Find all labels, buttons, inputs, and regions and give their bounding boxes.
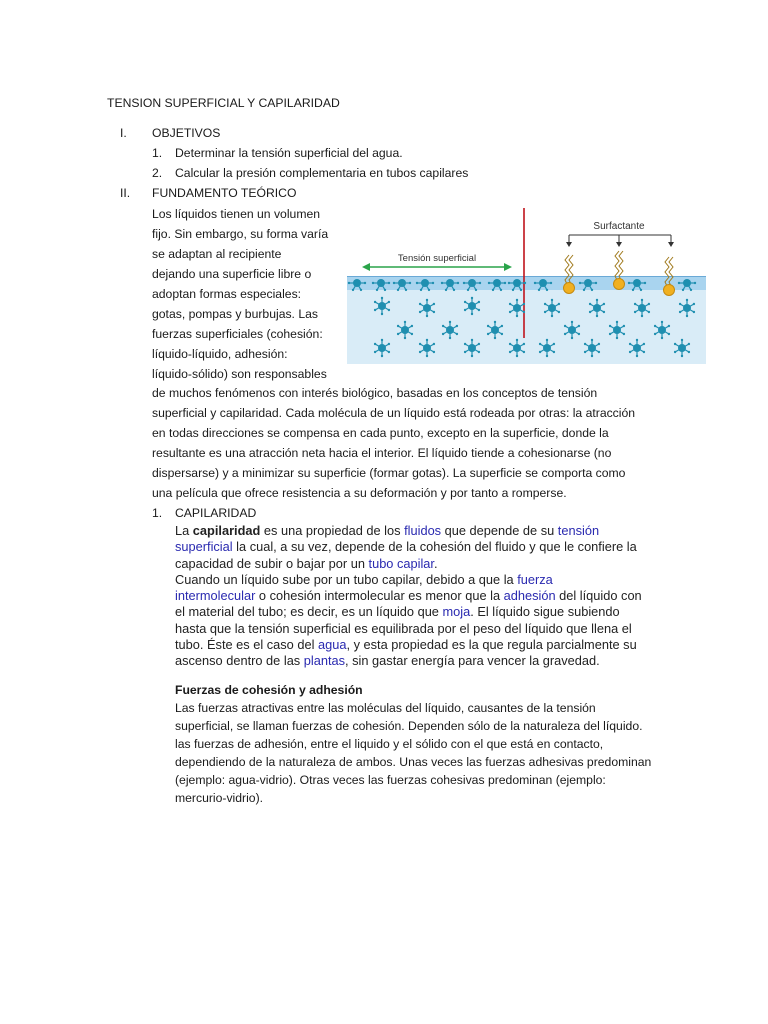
cohesion-line: dependiendo de la naturaleza de ambos. Unas veces las fuerzas adhesivas predominan — [175, 755, 652, 769]
intro-line: dejando una superficie libre o — [152, 267, 312, 281]
objective-1-number: 1. — [152, 146, 163, 160]
cohesion-line: superficial, se llaman fuerzas de cohesión. Dependen sólo de la naturaleza del líquido. — [175, 719, 643, 733]
cohesion-section — [175, 681, 651, 807]
link-adhesion[interactable]: adhesión — [503, 588, 556, 604]
text: es una propiedad de los — [260, 523, 405, 538]
link-intermolecular[interactable]: intermolecular — [175, 588, 256, 604]
section-2-title: FUNDAMENTO TEÓRICO — [152, 186, 297, 200]
text: tubo. Éste es el caso del — [175, 637, 318, 653]
cohesion-line: Las fuerzas atractivas entre las moléculas del líquido, causantes de la tensión — [175, 701, 596, 715]
text: la cual, a su vez, depende de la cohesión del fluido y que le confiere la — [232, 539, 637, 555]
cohesion-line: (ejemplo: agua-vidrio). Otras veces las fuerzas cohesivas predominan (ejemplo: — [175, 773, 606, 787]
text: hasta que la tensión superficial es equilibrada por el peso del líquido que llena el — [175, 620, 632, 636]
intro-line: superficial y capilaridad. Cada molécula de un líquido está rodeada por otras: la atracción — [152, 406, 636, 420]
intro-continued — [152, 383, 635, 503]
text: . — [433, 555, 438, 571]
intro-line: en todas direcciones se compensa en cada punto, excepto en la superficie, donde la — [152, 426, 609, 440]
intro-line: líquido-sólido) son responsables — [152, 367, 327, 381]
text: que depende de su — [441, 523, 558, 538]
intro-line: se adaptan al recipiente — [152, 247, 282, 261]
document-title: TENSION SUPERFICIAL Y CAPILARIDAD — [107, 96, 340, 110]
link-tubo-capilar[interactable]: tubo capilar — [368, 555, 434, 571]
capilaridad-number: 1. — [152, 506, 163, 520]
intro-line: dispersarse) y a minimizar su superficie (formar gotas). La superficie se comporta como — [152, 466, 626, 480]
cohesion-heading: Fuerzas de cohesión y adhesión — [175, 683, 363, 697]
section-1-number: I. — [120, 126, 127, 140]
intro-line: una película que ofrece resistencia a su deformación y por tanto a romperse. — [152, 486, 567, 500]
label-surfactant: Surfactante — [593, 221, 645, 232]
link-moja[interactable]: moja — [442, 604, 471, 620]
text: ascenso dentro de las — [175, 653, 304, 669]
intro-line: Los líquidos tienen un volumen — [152, 207, 321, 221]
link-agua[interactable]: agua — [317, 637, 347, 653]
text: del líquido con — [555, 588, 642, 604]
intro-line: fuerzas superficiales (cohesión: — [152, 327, 323, 341]
label-tension: Tensión superficial — [397, 253, 477, 264]
intro-line: líquido-líquido, adhesión: — [152, 347, 288, 361]
text: el material del tubo; es decir, es un líquido que — [175, 604, 443, 620]
text: , y esta propiedad es la que regula parcialmente su — [346, 637, 637, 653]
objective-2-text: Calcular la presión complementaria en tubos capilares — [175, 166, 469, 180]
text: o cohesión intermolecular es menor que la — [255, 588, 504, 604]
section-2-number: II. — [120, 186, 131, 200]
bold-term: capilaridad — [192, 523, 261, 538]
link-tension-superficial[interactable]: superficial — [175, 539, 233, 555]
text: capacidad de subir o bajar por un — [175, 555, 369, 571]
text: La — [175, 523, 193, 538]
intro-line: de muchos fenómenos con interés biológico, basadas en los conceptos de tensión — [152, 386, 598, 400]
capilaridad-heading: CAPILARIDAD — [175, 506, 257, 520]
capilaridad-paragraph-1 — [175, 523, 665, 670]
intro-line: fijo. Sin embargo, su forma varía — [152, 227, 329, 241]
intro-line: adoptan formas especiales: — [152, 287, 302, 301]
link-fuerza[interactable]: fuerza — [517, 571, 553, 587]
text: Cuando un líquido sube por un tubo capilar, debido a que la — [175, 571, 518, 587]
section-1-title: OBJETIVOS — [152, 126, 221, 140]
objective-1-text: Determinar la tensión superficial del agua. — [175, 146, 403, 160]
link-fluidos[interactable]: fluidos — [404, 523, 442, 538]
link-tension[interactable]: tensión — [557, 523, 600, 538]
cohesion-line: mercurio-vidrio). — [175, 791, 264, 805]
objective-2-number: 2. — [152, 166, 163, 180]
intro-line: gotas, pompas y burbujas. Las — [152, 307, 318, 321]
text: . El líquido sigue subiendo — [470, 604, 620, 620]
link-plantas[interactable]: plantas — [303, 653, 346, 669]
surface-tension-figure — [347, 208, 706, 364]
cohesion-line: las fuerzas de adhesión, entre el liquido y el sólido con el que está en contacto, — [175, 737, 604, 751]
intro-line: resultante es una atracción neta hacia el interior. El líquido tiende a cohesionarse (no — [152, 446, 612, 460]
text: , sin gastar energía para vencer la gravedad. — [345, 653, 600, 669]
intro-wrapped-text — [152, 204, 348, 384]
